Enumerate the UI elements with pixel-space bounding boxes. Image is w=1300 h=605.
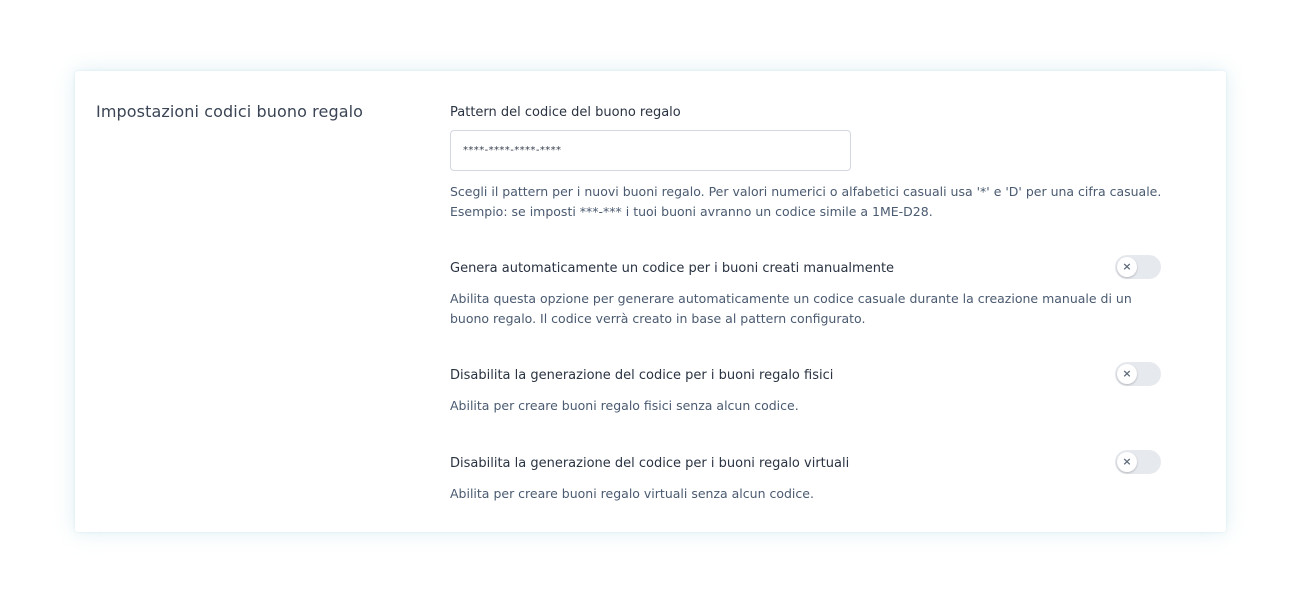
settings-card [75,71,1226,532]
auto-generate-help-line-1: Abilita questa opzione per generare automaticamente un codice casuale durante la creazione manuale di un [450,291,1132,306]
auto-generate-label: Genera automaticamente un codice per i buoni creati manualmente [450,261,895,276]
disable-physical-help [450,396,1170,416]
pattern-help-line-1: Scegli il pattern per i nuovi buoni regalo. Per valori numerici o alfabetici casuali usa '*' e 'D' per una cifra casuale. [450,184,1162,199]
auto-generate-help-line-2: buono regalo. Il codice verrà creato in base al pattern configurato. [450,311,866,326]
disable-virtual-help-line-1: Abilita per creare buoni regalo virtuali senza alcun codice. [450,486,814,501]
disable-virtual-label: Disabilita la generazione del codice per i buoni regalo virtuali [450,456,850,471]
pattern-help [450,182,1170,222]
disable-physical-toggle[interactable] [1115,362,1161,386]
close-icon: × [1117,364,1137,384]
disable-virtual-toggle[interactable] [1115,450,1161,474]
auto-generate-toggle[interactable] [1115,255,1161,279]
close-icon: × [1117,257,1137,277]
close-icon: × [1117,452,1137,472]
pattern-label: Pattern del codice del buono regalo [450,105,681,120]
disable-virtual-help [450,484,1170,504]
section-title: Impostazioni codici buono regalo [96,102,364,121]
auto-generate-help [450,289,1170,329]
disable-physical-label: Disabilita la generazione del codice per i buoni regalo fisici [450,368,834,383]
pattern-help-line-2: Esempio: se imposti ***-*** i tuoi buoni avranno un codice simile a 1ME-D28. [450,204,933,219]
disable-physical-help-line-1: Abilita per creare buoni regalo fisici senza alcun codice. [450,398,799,413]
pattern-input[interactable] [450,130,851,171]
